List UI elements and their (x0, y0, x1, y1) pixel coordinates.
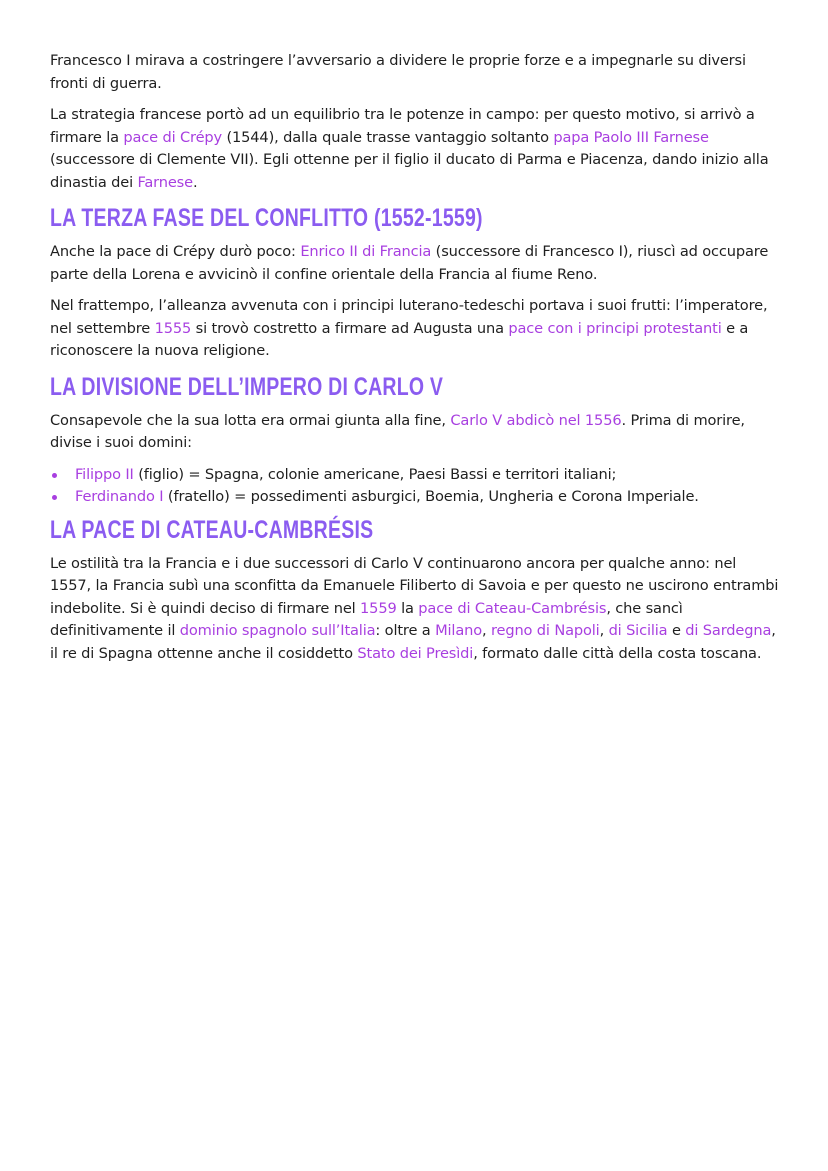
section1-paragraph-1: Anche la pace di Crépy durò poco: Enrico II di Francia (successore di Francesco I), riuscì ad occupare parte della Lorena e avvicinò il confine orientale della Francia al fiume Reno. (50, 243, 769, 283)
highlight-carlo-v-abdico: Carlo V abdicò nel 1556 (450, 411, 622, 429)
highlight-dominio-spagnolo: dominio spagnolo sull’Italia (179, 622, 376, 639)
highlight-pace-principi-protestanti: pace con i principi protestanti (508, 319, 722, 337)
section3-paragraph-1: Le ostilità tra la Francia e i due successori di Carlo V continuarono ancora per qualche anno: nel 1557, la Francia subì una sconfitta da Emanuele Filiberto di Savoia e per questo ne uscirono entrambi indebolite. Si è quindi deciso di firmare nel 1559 la pace di Cateau-Cambrésis, che sancì definitivamente il dominio spagnolo sull’Italia: oltre a Milano, regno di Napoli, di Sicilia e di Sardegna, il re di Spagna ottenne anche il cosiddetto Stato dei Presìdi, formato dalle città della costa toscana. (50, 554, 779, 662)
section-heading-pace-cateau-cambresis: LA PACE DI CATEAU-CAMBRÉSIS (50, 515, 374, 544)
section1-paragraph-2: Nel frattempo, l’alleanza avvenuta con i principi luterano-tedeschi portava i suoi frutti: l’imperatore, nel settembre 1555 si trovò costretto a firmare ad Augusta una pace con i principi protestanti e a riconoscere la nuova religione. (50, 297, 768, 359)
highlight-milano: Milano (435, 622, 482, 639)
intro-paragraph-1: Francesco I mirava a costringere l’avversario a dividere le proprie forze e a impegnarle su diversi fronti di guerra. (50, 52, 746, 92)
section-heading-terza-fase: LA TERZA FASE DEL CONFLITTO (1552-1559) (50, 204, 483, 232)
section-heading-divisione-impero: LA DIVISIONE DELL’IMPERO DI CARLO V (50, 372, 444, 401)
section2-paragraph-1: Consapevole che la sua lotta era ormai giunta alla fine, Carlo V abdicò nel 1556. Prima di morire, divise i suoi domini: (50, 411, 745, 451)
highlight-1555: 1555 (154, 319, 192, 337)
list-item: Filippo II (figlio) = Spagna, colonie americane, Paesi Bassi e territori italiani; (50, 464, 780, 487)
highlight-pace-di-crepy: pace di Crépy (123, 128, 222, 146)
highlight-1559: 1559 (360, 599, 397, 617)
intro-paragraph-2: La strategia francese portò ad un equilibrio tra le potenze in campo: per questo motivo, si arrivò a firmare la pace di Crépy (1544), dalla quale trasse vantaggio soltanto papa Paolo III Farnese (successore di Clemente VII). Egli ottenne per il figlio il ducato di Parma e Piacenza, dando inizio alla dinastia dei Farnese. (50, 106, 769, 191)
highlight-filippo-ii: Filippo II (75, 465, 134, 483)
document-page (50, 50, 780, 674)
domains-list (50, 464, 780, 509)
highlight-paolo-iii: papa Paolo III Farnese (553, 128, 709, 146)
bullet-icon (52, 473, 57, 478)
highlight-regno-napoli: regno di Napoli (490, 622, 600, 639)
list-item: Ferdinando I (fratello) = possedimenti asburgici, Boemia, Ungheria e Corona Imperiale. (50, 486, 780, 509)
bullet-icon (52, 495, 57, 500)
highlight-farnese: Farnese (137, 173, 193, 191)
highlight-enrico-ii: Enrico II di Francia (300, 243, 432, 260)
highlight-stato-presidi: Stato dei Presìdi (357, 644, 474, 662)
highlight-sicilia: di Sicilia (608, 622, 668, 639)
highlight-sardegna: di Sardegna (685, 622, 772, 639)
highlight-pace-cateau-cambresis: pace di Cateau-Cambrésis (418, 599, 607, 617)
highlight-ferdinando-i: Ferdinando I (75, 488, 164, 505)
